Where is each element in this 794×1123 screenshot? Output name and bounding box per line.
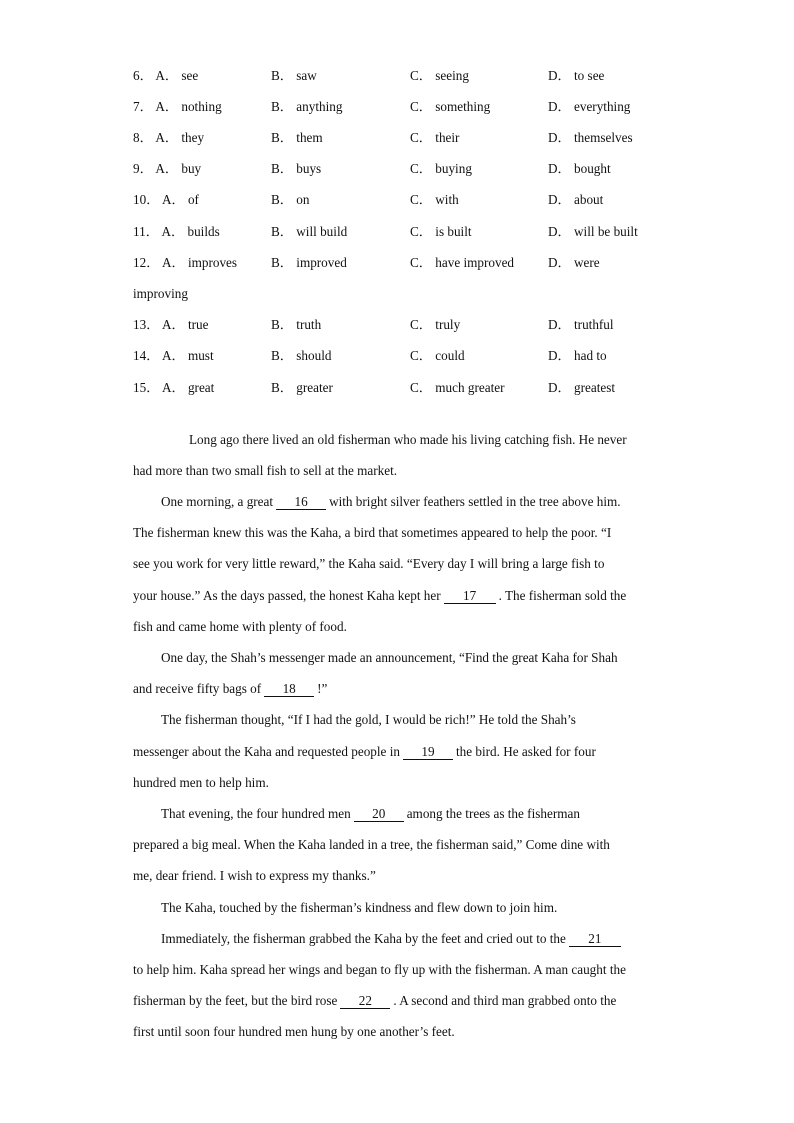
option-a: 10． A． of [133,192,199,207]
passage-line: That evening, the four hundred men 20 among the trees as the fisherman [161,806,580,821]
passage-line: to help him. Kaha spread her wings and began to fly up with the fisherman. A man caught the [133,962,626,977]
passage-line: had more than two small fish to sell at the market. [133,463,398,478]
passage-line: first until soon four hundred men hung by one another’s feet. [133,1024,455,1039]
option-c: C． much greater [410,380,505,395]
option-d: D． themselves [548,130,633,145]
option-d-wrap: improving [133,286,188,301]
passage-line: The fisherman thought, “If I had the gold, I would be rich!” He told the Shah’s [161,712,576,727]
blank-16[interactable]: 16 [276,495,326,510]
blank-20[interactable]: 20 [354,807,404,822]
passage-line: The fisherman knew this was the Kaha, a bird that sometimes appeared to help the poor. “I [133,525,612,540]
option-d: D． bought [548,161,611,176]
option-a: 8． A． they [133,130,205,145]
option-a: 6． A． see [133,68,199,83]
option-a: 7． A． nothing [133,99,222,114]
option-b: B． improved [271,255,347,270]
option-d: D． truthful [548,317,614,332]
option-a: 12． A． improves [133,255,238,270]
option-c: C． have improved [410,255,515,270]
option-d: D． greatest [548,380,616,395]
option-b: B． saw [271,68,317,83]
option-c: C． something [410,99,491,114]
passage-line: see you work for very little reward,” the Kaha said. “Every day I will bring a large fish to [133,556,605,571]
option-b: B． buys [271,161,322,176]
passage-line: One morning, a great 16 with bright silver feathers settled in the tree above him. [161,494,621,509]
option-c: C． seeing [410,68,469,83]
option-c: C． could [410,348,465,363]
passage-line: messenger about the Kaha and requested people in 19 the bird. He asked for four [133,744,596,759]
option-b: B． anything [271,99,343,114]
option-b: B． on [271,192,310,207]
option-c: C． with [410,192,459,207]
passage-line: hundred men to help him. [133,775,269,790]
blank-19[interactable]: 19 [403,745,453,760]
option-c: C． buying [410,161,472,176]
passage-line: me, dear friend. I wish to express my thanks.” [133,868,376,883]
option-b: B． them [271,130,323,145]
passage-line: your house.” As the days passed, the honest Kaha kept her 17 . The fisherman sold the [133,588,627,603]
option-d: D． to see [548,68,605,83]
option-b: B． will build [271,224,348,239]
option-c: C． is built [410,224,472,239]
blank-21[interactable]: 21 [569,932,621,947]
blank-18[interactable]: 18 [264,682,314,697]
option-a: 11． A． builds [133,224,220,239]
option-d: D． everything [548,99,631,114]
blank-17[interactable]: 17 [444,589,496,604]
passage-line: fish and came home with plenty of food. [133,619,347,634]
passage-line: and receive fifty bags of 18 !” [133,681,328,696]
passage-line: prepared a big meal. When the Kaha landed in a tree, the fisherman said,” Come dine with [133,837,610,852]
option-a: 15． A． great [133,380,215,395]
blank-22[interactable]: 22 [340,994,390,1009]
option-b: B． should [271,348,332,363]
option-c: C． their [410,130,460,145]
option-d: D． had to [548,348,607,363]
passage-line: Long ago there lived an old fisherman who made his living catching fish. He never [189,432,627,447]
passage-line: One day, the Shah’s messenger made an announcement, “Find the great Kaha for Shah [161,650,618,665]
option-b: B． truth [271,317,322,332]
option-c: C． truly [410,317,461,332]
passage-line: Immediately, the fisherman grabbed the Kaha by the feet and cried out to the 21 [161,929,691,949]
option-d: D． were [548,255,600,270]
passage-line: The Kaha, touched by the fisherman’s kindness and flew down to join him. [161,900,558,915]
option-b: B． greater [271,380,333,395]
option-d: D． about [548,192,604,207]
passage-line: fisherman by the feet, but the bird rose 22 . A second and third man grabbed onto the [133,993,617,1008]
option-d: D． will be built [548,224,638,239]
option-a: 9． A． buy [133,161,202,176]
option-a: 13． A． true [133,317,209,332]
option-a: 14． A． must [133,348,214,363]
